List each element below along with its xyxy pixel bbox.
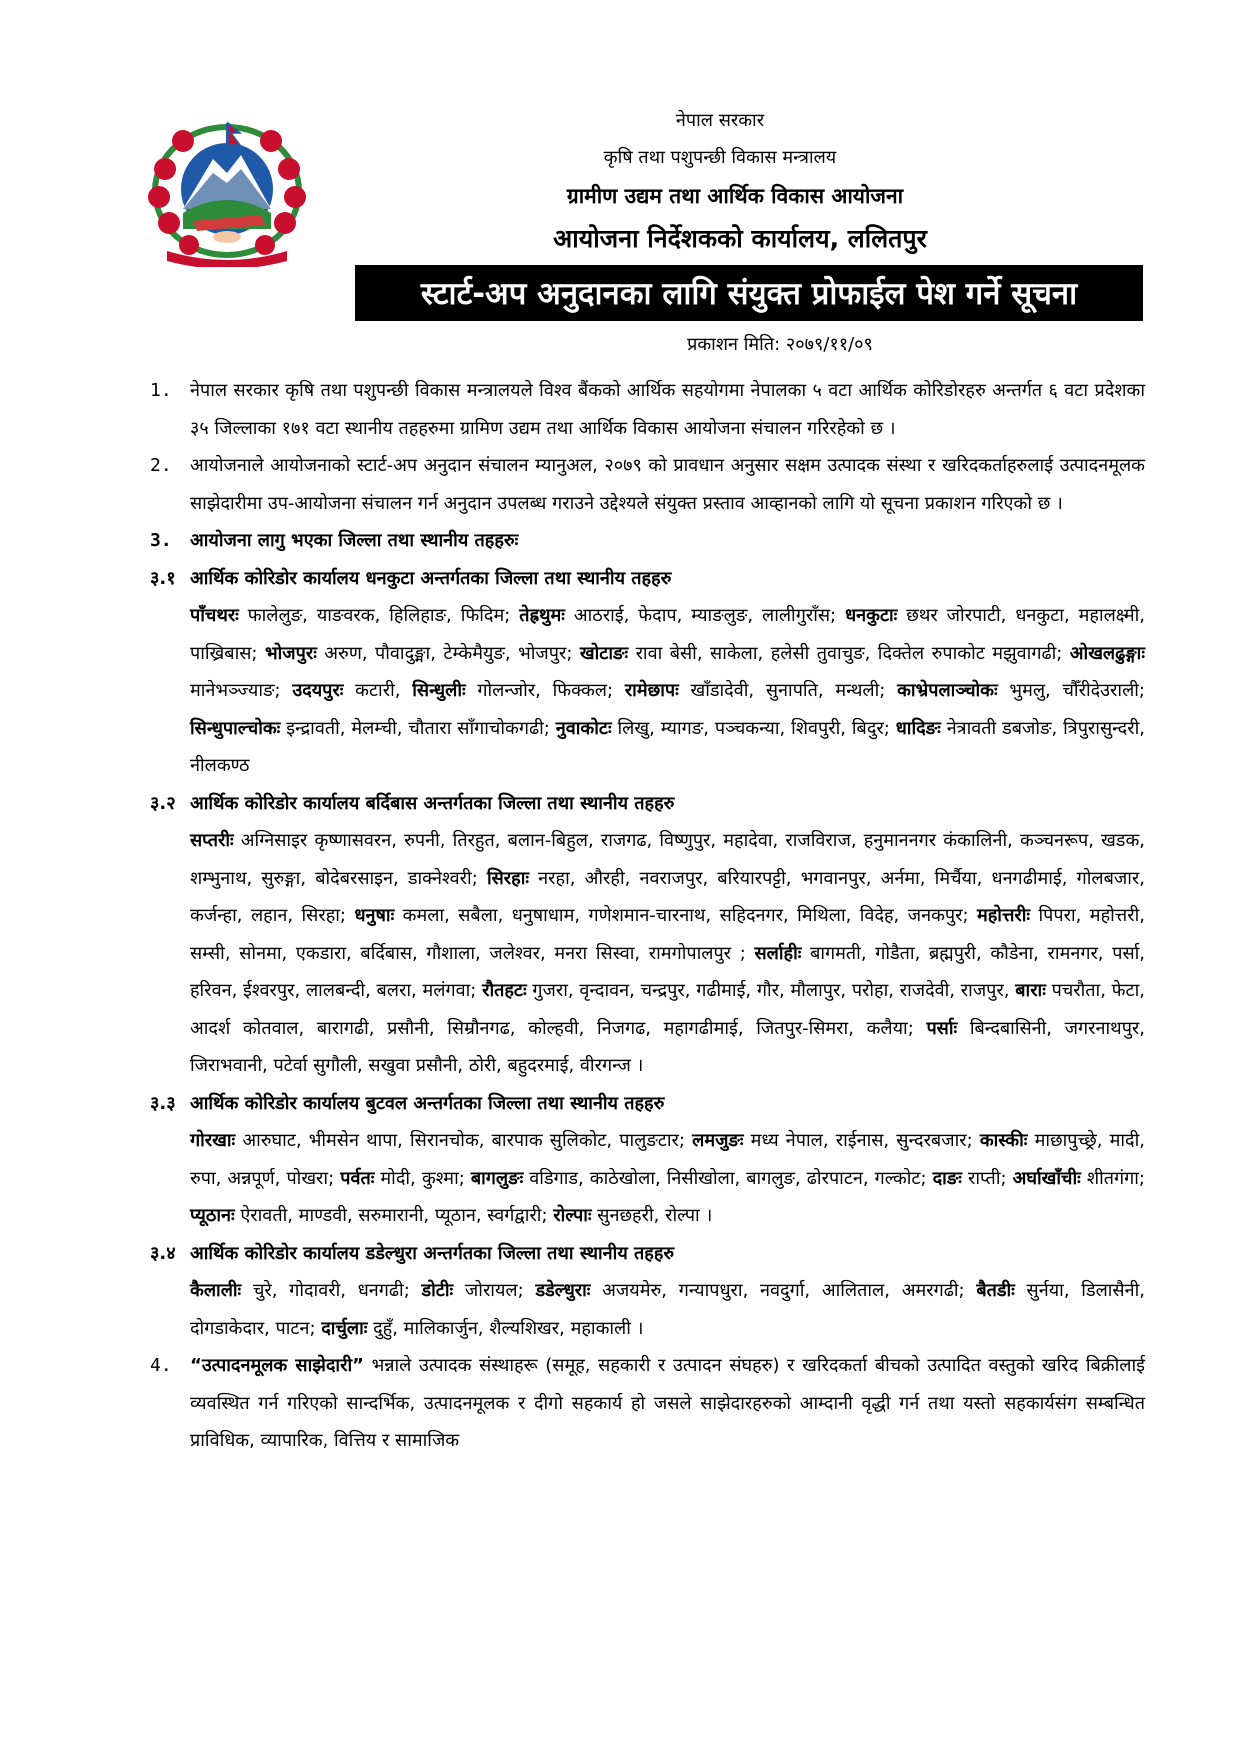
- district-name: प्यूठानः: [190, 1205, 235, 1226]
- district-name: सिरहाः: [486, 867, 530, 889]
- district-name: सिन्धुलीः: [412, 680, 466, 701]
- defined-term: “उत्पादनमूलक साझेदारी”: [190, 1355, 364, 1376]
- govt-name: नेपाल सरकार: [675, 110, 765, 131]
- local-levels: शीतगंगा;: [1080, 1167, 1145, 1189]
- local-levels: फालेलुङ, याङवरक, हिलिहाङ, फिदिम;: [238, 605, 511, 626]
- paragraph-text: आयोजनाले आयोजनाको स्टार्ट-अप अनुदान संचालन म्यानुअल, २०७९ को प्रावधान अनुसार सक्षम उत्पादक संस्था र खरिदकर्ताहरुलाई उत्पादनमूलक साझेदारीमा उप-आयोजना संचालन गर्न अनुदान उपलब्ध गराउने उद्देश्यले संयुक्त प्रस्ताव आव्हानको लागि यो सूचना प्रकाशन गरिएको छ ।: [190, 455, 1145, 514]
- district-name: लमजुङः: [692, 1130, 744, 1151]
- local-levels: इन्द्रावती, मेलम्ची, चौतारा साँगाचोकगढी;: [280, 717, 550, 739]
- district-name: काभ्रेपलाञ्चोकः: [897, 680, 998, 701]
- local-levels: कटारी,: [343, 680, 401, 701]
- district-name: धनकुटाः: [845, 605, 898, 626]
- local-levels: राप्ती;: [961, 1167, 1007, 1189]
- district-list-3-1: [150, 597, 1145, 785]
- paragraph-number: 3.: [150, 530, 172, 551]
- district-name: धनुषाः: [354, 905, 395, 926]
- local-levels: पचरौता, फेटा, आदर्श कोतवाल, बारागढी, प्रसौनी, सिम्रौनगढ, कोल्हवी, निजगढ, महागढीमाई, जितपुर-सिमरा, कलैया;: [190, 980, 1145, 1039]
- publication-date: प्रकाशन मिति: २०७९/११/०९: [687, 334, 873, 355]
- section-number: ३.४: [150, 1242, 176, 1264]
- paragraph-number: 2.: [150, 455, 172, 476]
- district-name: बैतडीः: [976, 1280, 1015, 1301]
- local-levels: रावा बेसी, साकेला, हलेसी तुवाचुङ, दिक्तेल रुपाकोट मझुवागढी;: [628, 642, 1063, 664]
- local-levels: माछापुच्छ्रे, मादी, रुपा, अन्नपूर्ण, पोखरा;: [190, 1130, 1145, 1189]
- local-levels: अग्निसाइर कृष्णासवरन, रुपनी, तिरहुत, बलान-बिहुल, राजगढ, विष्णुपुर, महादेवा, राजविराज, हनुमाननगर कंकालिनी, कञ्चनरूप, खडक, शम्भुनाथ, सुरुङ्गा, बोदेबरसाइन, डाक्नेश्वरी;: [190, 830, 1145, 889]
- local-levels: नेत्रावती डबजोङ, त्रिपुरासुन्दरी, नीलकण्ठ: [190, 717, 1145, 776]
- local-levels: दुहुँ, मालिकार्जुन, शैल्यशिखर, महाकाली ।: [367, 1317, 644, 1339]
- section-3-1-heading: [150, 560, 1145, 598]
- district-name: दार्चुलाः: [321, 1317, 368, 1339]
- section-title: आर्थिक कोरिडोर कार्यालय बर्दिबास अन्तर्गतका जिल्ला तथा स्थानीय तहहरु: [190, 792, 675, 814]
- local-levels: मानेभञ्ज्याङ;: [190, 680, 281, 701]
- district-name: नुवाकोटः: [555, 717, 612, 739]
- paragraph-2: [150, 447, 1145, 522]
- section-title: आर्थिक कोरिडोर कार्यालय बुटवल अन्तर्गतका जिल्ला तथा स्थानीय तहहरु: [190, 1092, 665, 1114]
- section-title: आर्थिक कोरिडोर कार्यालय धनकुटा अन्तर्गतका जिल्ला तथा स्थानीय तहहरु: [190, 567, 672, 589]
- local-levels: भुमलु, चौँरीदेउराली;: [997, 680, 1145, 701]
- district-name: कास्कीः: [979, 1130, 1028, 1151]
- district-name: रौतहटः: [482, 980, 527, 1001]
- district-name: पर्वतः: [340, 1167, 375, 1189]
- district-name: अर्घाखाँचीः: [1012, 1167, 1081, 1189]
- section-title: आर्थिक कोरिडोर कार्यालय डडेल्धुरा अन्तर्गतका जिल्ला तथा स्थानीय तहहरु: [190, 1242, 675, 1264]
- district-name: बाराः: [1015, 980, 1046, 1001]
- district-list-3-4: [150, 1272, 1145, 1347]
- paragraph-4: [150, 1347, 1145, 1460]
- paragraph-text: आयोजना लागु भएका जिल्ला तथा स्थानीय तहहरुः: [190, 530, 519, 551]
- paragraph-number: 4.: [150, 1355, 172, 1376]
- district-list-3-3: [150, 1122, 1145, 1235]
- ministry-name: कृषि तथा पशुपन्छी विकास मन्त्रालय: [603, 147, 837, 168]
- district-name: दाङः: [932, 1167, 962, 1189]
- local-levels: मोदी, कुश्मा;: [374, 1167, 465, 1189]
- local-levels: ऐरावती, माण्डवी, सरुमारानी, प्यूठान, स्वर्गद्वारी;: [234, 1205, 548, 1226]
- local-levels: नरहा, औरही, नवराजपुर, बरियारपट्टी, भगवानपुर, अर्नमा, मिर्चैया, धनगढीमाई, गोलबजार, कर्जन्हा, लहान, सिरहा;: [190, 867, 1146, 926]
- paragraph-number: 1.: [150, 380, 172, 401]
- local-levels: छथर जोरपाटी, धनकुटा, महालक्ष्मी, पाख्रिबास;: [190, 605, 1145, 664]
- office-name: आयोजना निर्देशकको कार्यालय, ललितपुर: [553, 224, 927, 253]
- section-3-2-heading: [150, 785, 1145, 823]
- district-list-3-2: [150, 822, 1145, 1085]
- section-number: ३.१: [150, 567, 176, 589]
- local-levels: गोलन्जोर, फिक्कल;: [465, 680, 614, 701]
- project-name: ग्रामीण उद्यम तथा आर्थिक विकास आयोजना: [566, 184, 904, 208]
- paragraph-3: [150, 522, 1145, 560]
- district-name: डडेल्धुराः: [535, 1280, 591, 1301]
- notice-body: [150, 372, 1145, 1460]
- local-levels: मध्य नेपाल, राईनास, सुन्दरबजार;: [743, 1130, 973, 1151]
- local-levels: जोरायल;: [453, 1280, 524, 1301]
- section-number: ३.२: [150, 792, 176, 814]
- section-3-3-heading: [150, 1085, 1145, 1123]
- local-levels: पिपरा, महोत्तरी, सम्सी, सोनमा, एकडारा, बर्दिबास, गौशाला, जलेश्वर, मनरा सिस्वा, रामगोपालपुर ;: [190, 905, 1145, 964]
- local-levels: खाँडादेवी, सुनापति, मन्थली;: [678, 680, 886, 701]
- local-levels: गुजरा, वृन्दावन, चन्द्रपुर, गढीमाई, गौर, मौलापुर, परोहा, राजदेवी, राजपुर,: [526, 980, 1010, 1001]
- local-levels: वडिगाड, काठेखोला, निसीखोला, बागलुङ, ढोरपाटन, गल्कोट;: [523, 1167, 927, 1189]
- district-name: महोत्तरीः: [976, 905, 1031, 926]
- district-name: बागलुङः: [470, 1167, 524, 1189]
- district-name: रोल्पाः: [553, 1205, 592, 1226]
- district-name: डोटीः: [421, 1280, 454, 1301]
- district-name: सप्तरीः: [190, 830, 234, 851]
- paragraph-text: नेपाल सरकार कृषि तथा पशुपन्छी विकास मन्त्रालयले विश्व बैंकको आर्थिक सहयोगमा नेपालका ५ वटा आर्थिक कोरिडोरहरु अन्तर्गत ६ वटा प्रदेशका ३५ जिल्लाका १७१ वटा स्थानीय तहहरुमा ग्रामिण उद्यम तथा आर्थिक विकास आयोजना संचालन गरिरहेको छ ।: [190, 380, 1145, 439]
- local-levels: अरुण, पौवादुङ्मा, टेम्केमैयुङ, भोजपुर;: [316, 642, 573, 664]
- district-name: सिन्धुपाल्चोकः: [190, 717, 281, 739]
- local-levels: बागमती, गोडैता, ब्रह्मपुरी, कौडेना, रामनगर, पर्सा, हरिवन, ईश्वरपुर, लालबन्दी, बलरा, मलंगवा;: [190, 942, 1145, 1001]
- district-name: गोरखाः: [190, 1130, 236, 1151]
- local-levels: चुरे, गोदावरी, धनगढी;: [241, 1280, 410, 1301]
- paragraph-1: [150, 372, 1145, 447]
- district-name: पाँचथरः: [190, 605, 239, 626]
- notice-title-banner: स्टार्ट-अप अनुदानका लागि संयुक्त प्रोफाईल पेश गर्ने सूचना: [355, 265, 1143, 321]
- local-levels: सुनछहरी, रोल्पा ।: [591, 1205, 713, 1226]
- local-levels: लिखु, म्यागङ, पञ्चकन्या, शिवपुरी, बिदुर;: [611, 717, 890, 739]
- local-levels: बिन्दबासिनी, जगरनाथपुर, जिराभवानी, पटेर्वा सुगौली, सखुवा प्रसौनी, ठोरी, बहुदरमाई, वीरगन्ज ।: [190, 1017, 1145, 1076]
- district-name: पर्साः: [926, 1017, 958, 1039]
- district-name: ओखलढुङ्गाः: [1069, 642, 1145, 664]
- local-levels: आठराई, फेदाप, म्याङलुङ, लालीगुराँस;: [564, 605, 837, 626]
- local-levels: आरुघाट, भीमसेन थापा, सिरानचोक, बारपाक सुलिकोट, पालुङटार;: [235, 1130, 685, 1151]
- district-name: सर्लाहीः: [754, 942, 802, 964]
- district-name: कैलालीः: [190, 1280, 242, 1301]
- paragraph-text: भन्नाले उत्पादक संस्थाहरू (समूह, सहकारी र उत्पादन संघहरु) र खरिदकर्ता बीचको उत्पादित वस्तुको खरिद बिक्रीलाई व्यवस्थित गर्न गरिएको सान्दर्भिक, उत्पादनमूलक र दीगो सहकार्य हो जसले साझेदारहरुको आम्दानी वृद्धी गर्न तथा यस्तो सहकार्यसंग सम्बन्धित प्राविधिक, व्यापारिक, वित्तिय र सामाजिक: [190, 1355, 1145, 1451]
- district-name: धादिङः: [895, 717, 941, 739]
- local-levels: सुर्नया, डिलासैनी, दोगडाकेदार, पाटन;: [190, 1280, 1145, 1339]
- local-levels: अजयमेरु, गन्यापधुरा, नवदुर्गा, आलिताल, अमरगढी;: [590, 1280, 965, 1301]
- district-name: तेह्रथुमः: [519, 605, 565, 626]
- section-number: ३.३: [150, 1092, 176, 1114]
- district-name: भोजपुरः: [264, 642, 317, 664]
- district-name: खोटाङः: [579, 642, 629, 664]
- district-name: रामेछापः: [624, 680, 679, 701]
- section-3-4-heading: [150, 1235, 1145, 1273]
- district-name: उदयपुरः: [292, 680, 344, 701]
- local-levels: कमला, सबैला, धनुषाधाम, गणेशमान-चारनाथ, सहिदनगर, मिथिला, विदेह, जनकपुर;: [394, 905, 969, 926]
- nepal-emblem-icon: [143, 117, 311, 267]
